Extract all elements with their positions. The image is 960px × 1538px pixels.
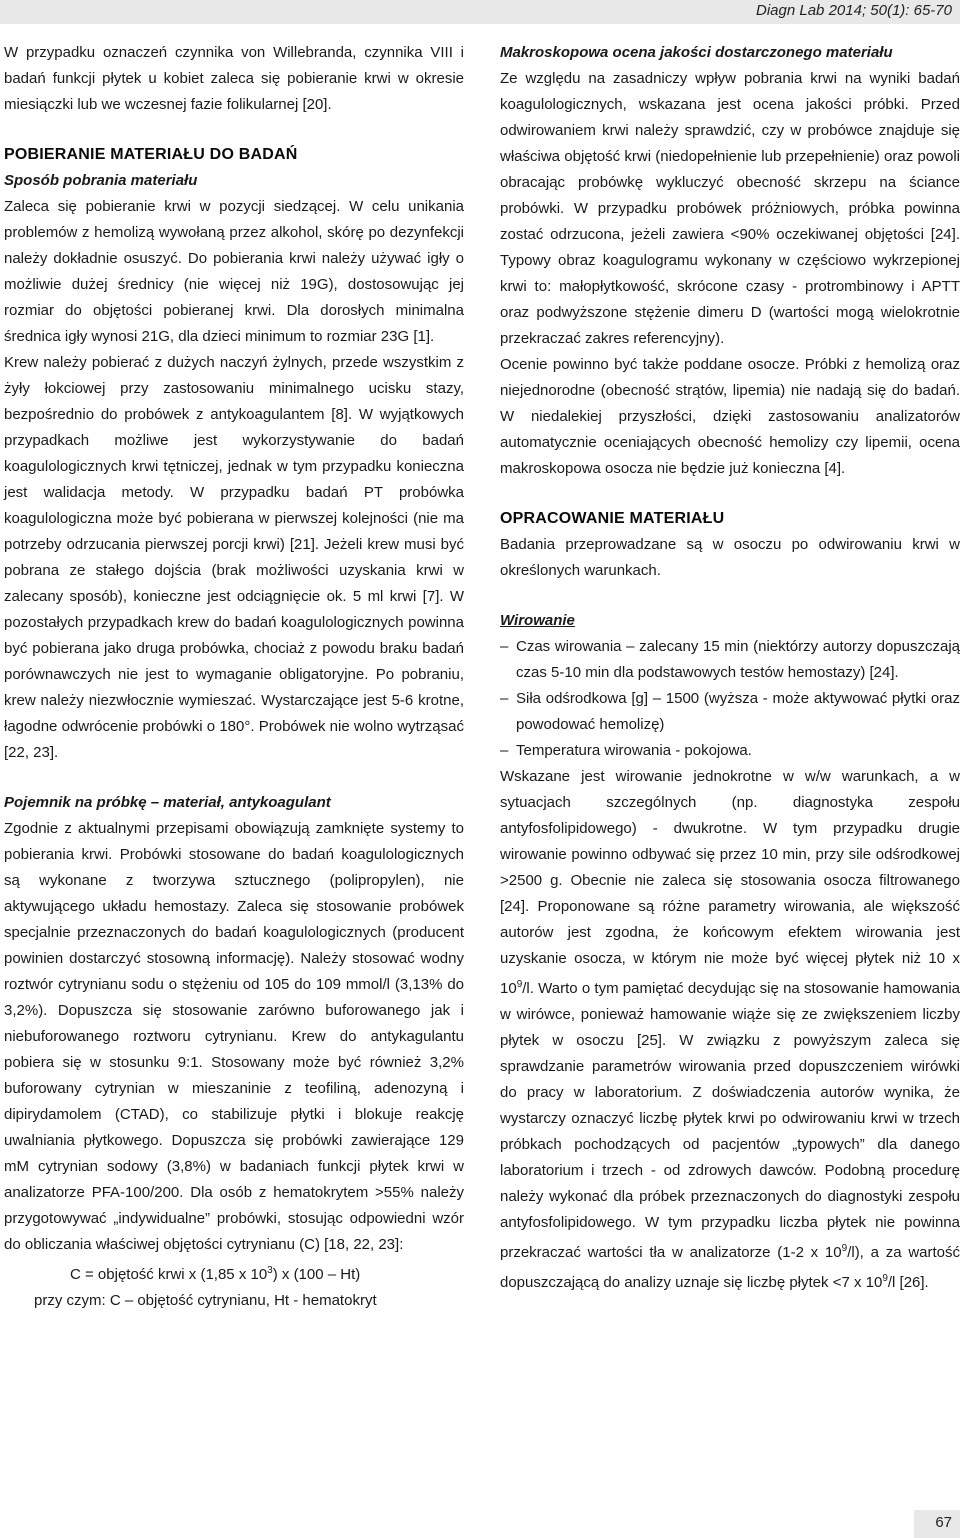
page-number: 67 [935, 1514, 952, 1531]
subheading-macroscopic: Makroskopowa ocena jakości dostarczonego materiału [500, 44, 893, 61]
section-title-sampling: POBIERANIE MATERIAŁU DO BADAŃ [4, 146, 298, 163]
list-item: – Temperatura wirowania - pokojowa. [500, 742, 752, 759]
intro-paragraph: W przypadku oznaczeń czynnika von Willebranda, czynnika VIII i badań funkcji płytek u kobiet zaleca się pobieranie krwi w okresie miesiączki lub we wczesnej fazie folikularnej [20]. [4, 44, 464, 113]
page-number-box [914, 1510, 960, 1538]
method-paragraph: Zaleca się pobieranie krwi w pozycji siedzącej. W celu unikania problemów z hemolizą wywołaną przez alkohol, skórę po dezynfekcji należy dokładnie osuszyć. Do pobierania krwi należy używać igły o możliwie dużej średnicy (nie więcej niż 19G), dostosowując jej rozmiar do objętości pobieranej krwi. Dla dorosłych minimalna średnica igły wynosi 21G, dla dzieci minimum to rozmiar 23G [1]. [4, 198, 464, 345]
journal-citation: Diagn Lab 2014; 50(1): 65-70 [756, 2, 952, 19]
left-column [4, 40, 464, 1314]
citrate-formula: C = objętość krwi x (1,85 x $10^3$) x (100 – Ht) [70, 1265, 361, 1283]
macro-paragraph-1: Ze względu na zasadniczy wpływ pobrania krwi na wyniki badań koagulologicznych, wskazana jest ocena jakości próbki. Przed odwirowaniem krwi należy sprawdzić, czy w probówce znajduje się właściwa objętość krwi (niedopełnienie lub przepełnienie) oraz powoli obracając probówkę wykluczyć obecność skrzepu na ściance probówki. W przypadku probówek próżniowych, próbka powinna zostać odrzucona, jeżeli zawiera <90% oczekiwanej objętości [24]. Typowy obraz koagulogramu wykonany w częściowo wykrzepionej krwi to: małopłytkowość, skrócone czasy - protrombinowy i APTT oraz podwyższone stężenie dimeru D (wartości mogą wielokrotnie przekraczać zakres referencyjny). [500, 70, 960, 347]
list-item: – Siła odśrodkowa [g] – 1500 (wyższa - może aktywować płytki oraz powodować hemolizę) [500, 690, 960, 733]
processing-paragraph: Badania przeprowadzane są w osoczu po odwirowaniu krwi w określonych warunkach. [500, 536, 960, 579]
running-header [0, 0, 960, 24]
centrifugation-paragraph: Wskazane jest wirowanie jednokrotne w w/w warunkach, a w sytuacjach szczególnych (np. diagnostyka zespołu antyfosfolipidowego) - dwukrotne. W tym przypadku drugie wirowanie powinno odbywać się przez 10 min, przy sile odśrodkowej >2500 g. Obecnie nie zaleca się stosowania osocza filtrowanego [24]. Proponowane są różne parametry wirowania, ale większość autorów jest zgodna, że końcowym efektem wirowania jest uzyskanie osocza, w którym nie może być więcej płytek niż 10 x $10^9/l$. Warto o tym pamiętać decydując się na stosowanie hamowania w wirówce, ponieważ hamowanie wiąże się ze zwiększeniem liczby płytek w osoczu [25]. W związku z powyższym zaleca się sprawdzanie parametrów wirowania przed dopuszczeniem wirówki do pracy w laboratorium. Z doświadczenia autorów wynika, że wystarczy oznaczyć liczbę płytek krwi po odwirowaniu krwi w trzech próbkach pochodzących od pacjentów „typowych” dla danego laboratorium i trzech - od zdrowych dawców. Podobną procedurę należy wykonać dla próbek przeznaczonych do diagnostyki zespołu antyfosfolipidowego. W tym przypadku liczba płytek nie powinna przekraczać wartości tła w analizatorze (1-2 x $10^9/l$), a za wartość dopuszczającą do analizy uznaje się liczbę płytek <7 x $10^9/l$ [26]. [500, 768, 960, 1291]
right-column [500, 40, 960, 1296]
section-title-processing: OPRACOWANIE MATERIAŁU [500, 510, 725, 527]
formula-legend: przy czym: C – objętość cytrynianu, Ht - hematokryt [34, 1292, 377, 1309]
list-item: – Czas wirowania – zalecany 15 min (niektórzy autorzy dopuszczają czas 5-10 min dla podstawowych testów hemostazy) [24]. [500, 638, 960, 681]
subheading-container: Pojemnik na próbkę – materiał, antykoagulant [4, 794, 331, 811]
subheading-centrifugation: Wirowanie [500, 612, 575, 629]
subheading-sampling-method: Sposób pobrania materiału [4, 172, 198, 189]
centrifugation-list [500, 634, 960, 764]
macro-paragraph-2: Ocenie powinno być także poddane osocze. Próbki z hemolizą oraz niejednorodne (obecność strątów, lipemia) nie nadają się do badań. W niedalekiej przyszłości, dzięki zastosowaniu analizatorów automatycznie oceniających obecność hemolizy czy lipemii, ocena makroskopowa osocza nie będzie już konieczna [4]. [500, 356, 960, 477]
vein-paragraph: Krew należy pobierać z dużych naczyń żylnych, przede wszystkim z żyły łokciowej przy zastosowaniu minimalnego ucisku stazy, bezpośrednio do probówek z antykoagulantem [8]. W wyjątkowych przypadkach możliwe jest wykorzystywanie do badań koagulologicznych krwi tętniczej, jednak w tym przypadku konieczna jest walidacja metody. W przypadku badań PT probówka koagulologiczna może być pobierana w pierwszej kolejności (nie ma potrzeby odrzucania pierwszej porcji krwi) [21]. Jeżeli krew musi być pobrana ze stałego dojścia (brak możliwości uzyskania krwi w zalecany sposób), konieczne jest odciągnięcie ok. 5 ml krwi [7]. W pozostałych przypadkach krew do badań koagulologicznych powinna być pobierana jako druga probówka, chociaż z powodu braku badań porównawczych nie jest to wymaganie obligatoryjne. Po pobraniu, krew należy niezwłocznie wymieszać. Wystarczające jest 5-6 krotne, łagodne odwrócenie probówki o 180°. Probówek nie wolno wytrząsać [22, 23]. [4, 354, 464, 761]
container-paragraph: Zgodnie z aktualnymi przepisami obowiązują zamknięte systemy to pobierania krwi. Probówki stosowane do badań koagulologicznych są wykonane z tworzywa sztucznego (polipropylen), nie aktywującego układu hemostazy. Zaleca się stosowanie probówek specjalnie przeznaczonych do badań koagulologicznych (producent powinien dostarczyć stosowną informację). Należy stosować wodny roztwór cytrynianu sodu o stężeniu od 105 do 109 mmol/l (3,13% do 3,2%). Dopuszcza się stosowanie zarówno buforowanego jak i niebuforowanego roztworu cytrynianu. Krew do antykagulantu pobiera się w stosunku 9:1. Stosowany może być również 3,2% buforowany cytrynian w mieszaninie z teofiliną, adenozyną i dipirydamolem (CTAD), co stabilizuje płytki i blokuje reakcję uwalniania płytkowego. Dopuszcza się probówki zawierające 129 mM cytrynian sodowy (3,8%) w badaniach funkcji płytek krwi w analizatorze PFA-100/200. Dla osób z hematokrytem >55% należy przygotowywać „indywidualne” probówki, stosując odpowiedni wzór do obliczania właściwej objętości cytrynianu (C) [18, 22, 23]: [4, 820, 464, 1253]
